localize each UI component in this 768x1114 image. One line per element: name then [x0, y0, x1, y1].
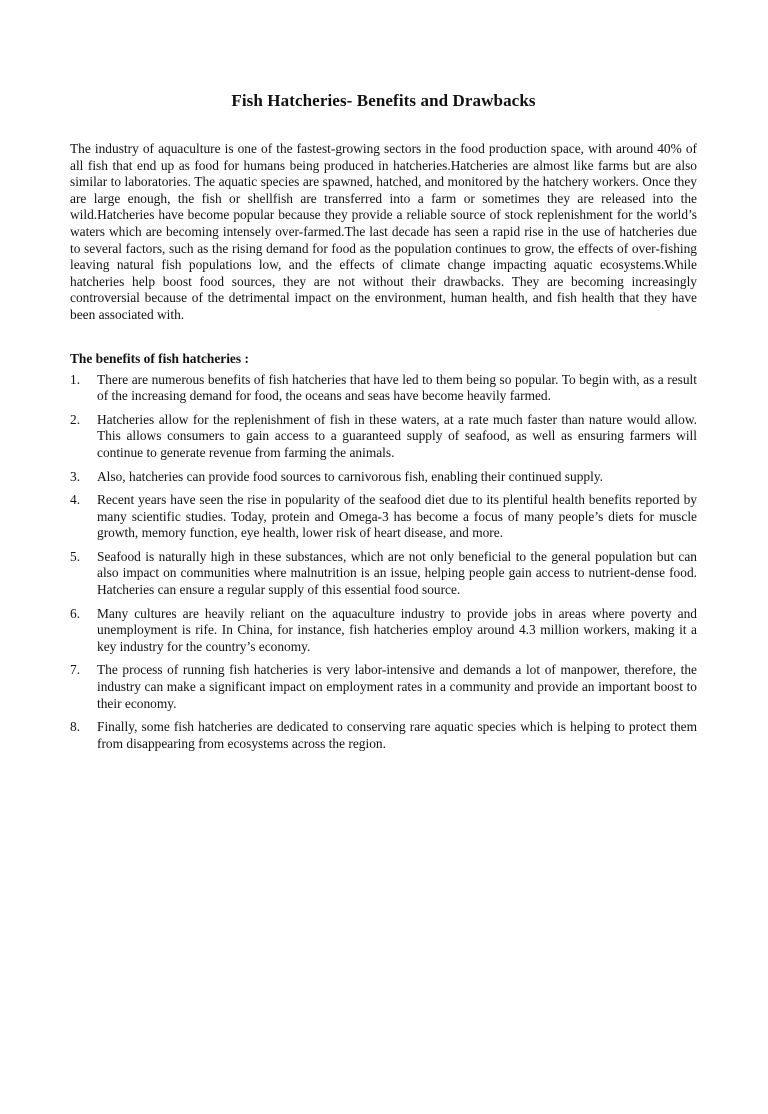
- list-item-text: There are numerous benefits of fish hatcheries that have led to them being so popular. To begin with, as a result of the increasing demand for food, the oceans and seas have become heavily farmed.: [97, 371, 697, 404]
- list-item-text: Finally, some fish hatcheries are dedicated to conserving rare aquatic species which is helping to protect them from disappearing from ecosystems across the region.: [97, 719, 697, 751]
- list-item: [70, 412, 697, 462]
- list-item: [70, 719, 697, 752]
- list-item-number: 2.: [70, 411, 81, 427]
- list-item-text: Also, hatcheries can provide food sources to carnivorous fish, enabling their continued supply.: [97, 468, 603, 484]
- list-item-text: Many cultures are heavily reliant on the aquaculture industry to provide jobs in areas where poverty and unemployment is rife. In China, for instance, fish hatcheries employ around 4.3 million workers, making it a key industry for the country’s economy.: [97, 605, 697, 654]
- list-item: [70, 372, 697, 405]
- benefits-list: [70, 372, 697, 753]
- intro-paragraph: The industry of aquaculture is one of the fastest-growing sectors in the food production space, with around 40% of all fish that end up as food for humans being produced in hatcheries.Hatcheries are almost like farms but are also similar to laboratories. The aquatic species are spawned, hatched, and monitored by the hatchery workers. Once they are large enough, the fish or shellfish are transferred into a farm or sometimes they are released into the wild.Hatcheries have become popular because they provide a reliable source of stock replenishment for the world’s waters which are becoming intensely over-farmed.The last decade has seen a rapid rise in the use of hatcheries due to several factors, such as the rising demand for food as the population continues to grow, the effects of over-fishing leaving natural fish populations low, and the effects of climate change impacting aquatic ecosystems.While hatcheries help boost food sources, they are not without their drawbacks. They are becoming increasingly controversial because of the detrimental impact on the environment, human health, and fish health that they have been associated with.: [70, 141, 697, 322]
- document-page: [0, 90, 768, 1114]
- list-item-number: 7.: [70, 662, 81, 678]
- list-item: [70, 549, 697, 599]
- list-item-text: Seafood is naturally high in these substances, which are not only beneficial to the general population but can also impact on communities where malnutrition is an issue, helping people gain access to nutrient-dense food. Hatcheries can ensure a regular supply of this essential food source.: [97, 548, 697, 598]
- list-item-text: The process of running fish hatcheries is very labor-intensive and demands a lot of manpower, therefore, the industry can make a significant impact on employment rates in a community and provide an important boost to their economy.: [97, 662, 697, 711]
- list-item: [70, 469, 697, 486]
- list-item-number: 3.: [70, 468, 81, 484]
- list-item-text: Hatcheries allow for the replenishment of fish in these waters, at a rate much faster than nature would allow. This allows consumers to gain access to a guaranteed supply of seafood, as well as ensuring farmers will continue to generate revenue from farming the animals.: [97, 411, 697, 460]
- list-item: [70, 662, 697, 712]
- list-item-text: Recent years have seen the rise in popularity of the seafood diet due to its plentiful health benefits reported by many scientific studies. Today, protein and Omega-3 has become a focus of many people’s diets for muscle growth, memory function, eye health, lower risk of heart disease, and more.: [97, 492, 697, 541]
- list-item-number: 6.: [70, 605, 81, 621]
- benefits-heading: The benefits of fish hatcheries :: [70, 350, 249, 366]
- list-item-number: 4.: [70, 492, 81, 508]
- list-item-number: 1.: [70, 371, 81, 387]
- list-item-number: 8.: [70, 719, 81, 735]
- list-item-number: 5.: [70, 548, 81, 564]
- list-item: [70, 492, 697, 542]
- list-item: [70, 606, 697, 656]
- document-title: Fish Hatcheries- Benefits and Drawbacks: [231, 91, 536, 110]
